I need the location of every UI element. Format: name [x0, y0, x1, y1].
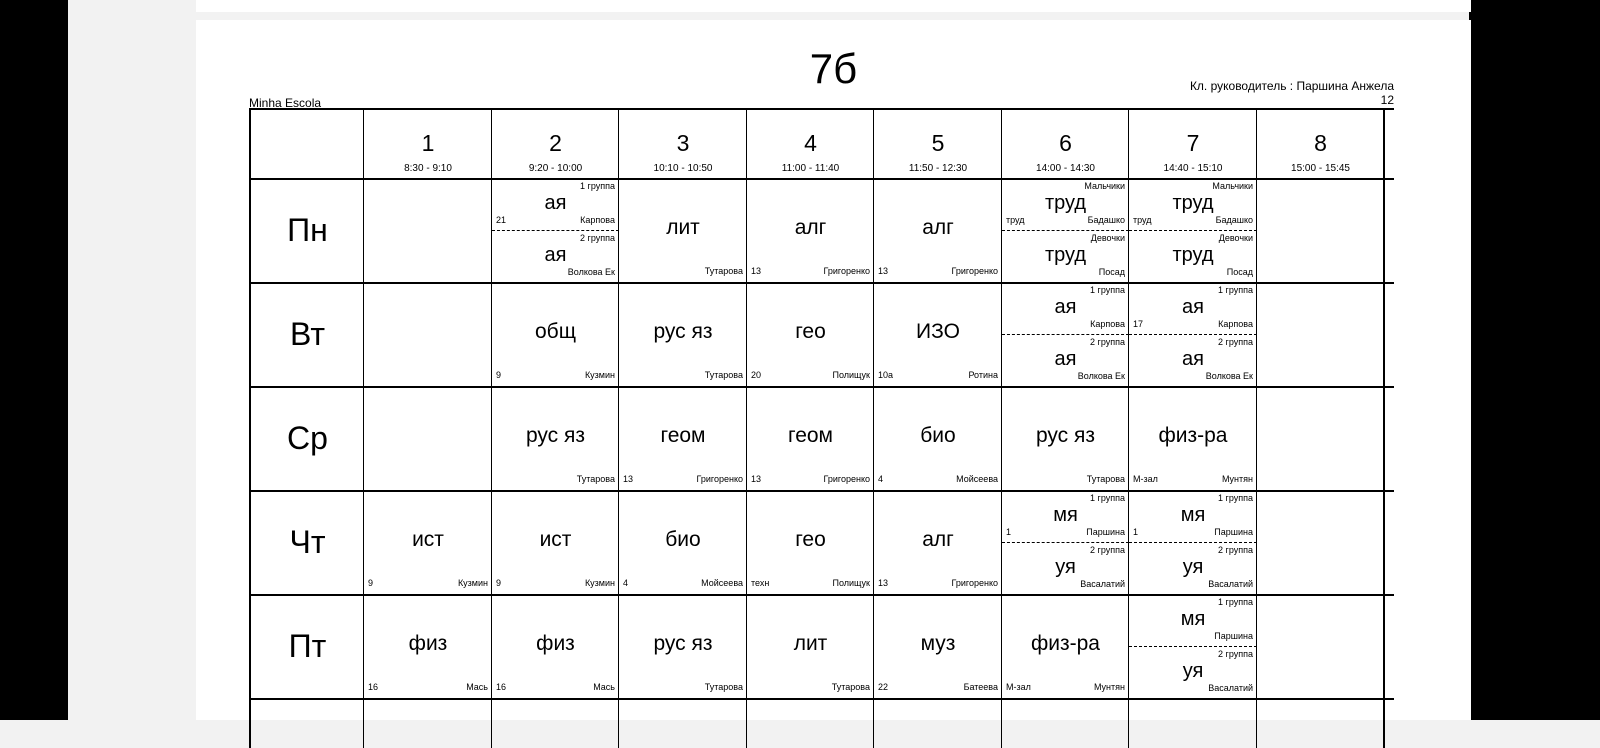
teacher-name: Тутарова	[831, 682, 870, 692]
teacher-name: Мунтян	[1221, 474, 1253, 484]
subject-name: ая	[1054, 348, 1077, 370]
period-number: 4	[804, 130, 817, 156]
teacher-name: Тутарова	[1086, 474, 1125, 484]
subject-name: геом	[788, 424, 833, 447]
teacher-name: Волкова Ек	[567, 267, 615, 277]
right-black-bar	[1469, 0, 1600, 720]
lesson-cell	[1129, 595, 1257, 699]
room-number: 1	[1133, 527, 1139, 537]
room-number: 9	[496, 370, 502, 380]
group-label: 2 группа	[1218, 337, 1253, 347]
teacher-name: Тутарова	[704, 682, 743, 692]
subject-name: био	[665, 528, 701, 551]
room-number: труд	[1006, 215, 1025, 225]
group-label: 1 группа	[1218, 493, 1253, 503]
room-number: 13	[751, 266, 762, 276]
room-number: 22	[878, 682, 889, 692]
group-label: 2 группа	[580, 233, 615, 243]
period-time: 14:00 - 14:30	[1036, 163, 1095, 174]
subject-name: рус яз	[653, 320, 713, 343]
teacher-name: Карпова	[1090, 319, 1125, 329]
lesson-cell	[874, 283, 1002, 387]
teacher-name: Кузмин	[457, 578, 488, 588]
subject-name: физ-ра	[1158, 424, 1228, 447]
period-number: 1	[421, 130, 435, 156]
subject-name: ая	[1054, 296, 1077, 318]
previous-page-edge	[196, 0, 1471, 12]
lesson-cell	[1129, 387, 1257, 491]
day-label: Пт	[288, 628, 327, 664]
class-title: 7б	[809, 45, 858, 92]
teacher-name: Григоренко	[951, 266, 998, 276]
teacher-name: Мась	[466, 682, 488, 692]
period-number: 7	[1186, 130, 1200, 156]
teacher-name: Мась	[593, 682, 615, 692]
group-label: Мальчики	[1212, 181, 1253, 191]
subject-name: уя	[1182, 556, 1204, 578]
lesson-cell	[619, 387, 747, 491]
subject-name: алг	[922, 528, 954, 551]
subject-name: лит	[666, 216, 700, 239]
teacher-name: Паршина	[1086, 527, 1125, 537]
lesson-cell	[364, 595, 492, 699]
group-label: 2 группа	[1090, 545, 1125, 555]
group-label: Девочки	[1090, 233, 1125, 243]
lesson-cell	[492, 595, 619, 699]
teacher-name: Васалатий	[1208, 579, 1253, 589]
period-number: 3	[676, 130, 690, 156]
teacher-name: Кузмин	[584, 578, 615, 588]
room-number: 9	[496, 578, 502, 588]
subject-name: био	[920, 424, 956, 447]
teacher-name: Тутарова	[704, 266, 743, 276]
lesson-cell	[747, 595, 874, 699]
teacher-name: Волкова Ек	[1205, 371, 1253, 381]
subject-name: геом	[660, 424, 706, 447]
group-label: 1 группа	[1090, 285, 1125, 295]
lesson-cell	[1129, 491, 1257, 595]
subject-name: ая	[1182, 348, 1204, 370]
lesson-cell	[874, 387, 1002, 491]
period-time: 14:40 - 15:10	[1163, 163, 1223, 174]
teacher-name: Григоренко	[696, 474, 743, 484]
room-number: 16	[368, 682, 379, 692]
lesson-cell	[1002, 283, 1129, 387]
room-number: М-зал	[1006, 682, 1031, 692]
room-number: 1	[1006, 527, 1012, 537]
lesson-cell	[364, 491, 492, 595]
group-label: 2 группа	[1090, 337, 1125, 347]
subject-name: уя	[1055, 556, 1076, 578]
subject-name: труд	[1044, 244, 1087, 266]
subject-name: рус яз	[1035, 424, 1096, 447]
room-number: 16	[496, 682, 507, 692]
lesson-cell	[619, 491, 747, 595]
lesson-cell	[492, 283, 619, 387]
teacher-name: Мойсеева	[956, 474, 998, 484]
school-name: Minha Escola	[249, 96, 322, 110]
timetable-page	[196, 20, 1471, 720]
period-time: 11:50 - 12:30	[908, 163, 968, 174]
room-number: 4	[878, 474, 884, 484]
lesson-cell	[874, 491, 1002, 595]
left-black-bar	[0, 0, 68, 720]
room-number: 17	[1133, 319, 1144, 329]
period-time: 10:10 - 10:50	[653, 163, 713, 174]
teacher-name: Григоренко	[823, 474, 870, 484]
group-divider	[1002, 542, 1129, 543]
lesson-cell	[619, 595, 747, 699]
group-label: Девочки	[1218, 233, 1253, 243]
period-number: 5	[931, 130, 945, 156]
group-label: 1 группа	[1218, 597, 1253, 607]
period-time: 11:00 - 11:40	[781, 163, 840, 174]
subject-name: лит	[793, 632, 828, 655]
column-divider	[1383, 110, 1385, 748]
subject-name: мя	[1180, 608, 1206, 630]
teacher-name: Васалатий	[1208, 683, 1253, 693]
group-label: 1 группа	[580, 181, 615, 191]
day-label: Ср	[287, 420, 328, 456]
subject-name: труд	[1044, 192, 1087, 214]
lesson-cell	[619, 179, 747, 283]
group-divider	[1002, 230, 1129, 231]
subject-name: рус яз	[653, 632, 713, 655]
teacher-name: Кузмин	[584, 370, 615, 380]
teacher-name: Паршина	[1214, 527, 1253, 537]
lesson-cell	[874, 595, 1002, 699]
teacher-name: Карпова	[580, 215, 615, 225]
lesson-cell	[1002, 387, 1129, 491]
subject-name: ая	[544, 192, 567, 214]
class-teacher-room: 12	[1380, 93, 1394, 107]
room-number: М-зал	[1133, 474, 1158, 484]
group-label: 1 группа	[1090, 493, 1125, 503]
day-label: Вт	[290, 316, 325, 352]
lesson-cell	[1002, 179, 1129, 283]
teacher-name: Батеева	[963, 682, 998, 692]
teacher-name: Волкова Ек	[1077, 371, 1125, 381]
teacher-name: Тутарова	[576, 474, 615, 484]
period-number: 6	[1059, 130, 1072, 156]
group-divider	[492, 230, 619, 231]
teacher-name: Карпова	[1218, 319, 1253, 329]
lesson-cell	[747, 491, 874, 595]
subject-name: ая	[1182, 296, 1204, 318]
lesson-cell	[1129, 283, 1257, 387]
teacher-name: Григоренко	[951, 578, 998, 588]
class-teacher-info	[1190, 79, 1394, 107]
subject-name: труд	[1172, 192, 1214, 214]
group-label: 2 группа	[1218, 545, 1253, 555]
lesson-cell	[1129, 179, 1257, 283]
group-label: 2 группа	[1218, 649, 1253, 659]
group-divider	[1129, 334, 1257, 335]
period-time: 9:20 - 10:00	[528, 163, 583, 174]
teacher-name: Паршина	[1214, 631, 1253, 641]
subject-name: ист	[412, 528, 444, 551]
lesson-cell	[747, 387, 874, 491]
room-number: 13	[751, 474, 762, 484]
subject-name: труд	[1172, 244, 1214, 266]
room-number: 13	[623, 474, 634, 484]
teacher-name: Бадашко	[1215, 215, 1253, 225]
subject-name: гео	[795, 320, 826, 343]
teacher-name: Васалатий	[1080, 579, 1125, 589]
teacher-name: Полищук	[832, 370, 870, 380]
lesson-cell	[492, 179, 619, 283]
subject-name: гео	[795, 528, 826, 551]
subject-name: мя	[1053, 504, 1078, 526]
room-number: 13	[878, 578, 889, 588]
subject-name: ИЗО	[916, 320, 960, 343]
subject-name: алг	[922, 216, 954, 239]
subject-name: общ	[535, 320, 576, 343]
room-number: 20	[751, 370, 762, 380]
subject-name: физ-ра	[1031, 632, 1100, 655]
subject-name: алг	[794, 216, 827, 239]
lesson-cell	[747, 179, 874, 283]
period-time: 15:00 - 15:45	[1291, 163, 1350, 174]
subject-name: ая	[544, 244, 567, 266]
subject-name: рус яз	[525, 424, 586, 447]
subject-name: муз	[920, 632, 956, 655]
room-number: 4	[623, 578, 629, 588]
teacher-name: Ротина	[968, 370, 998, 380]
teacher-name: Бадашко	[1087, 215, 1125, 225]
room-number: техн	[751, 578, 770, 588]
room-number: 13	[878, 266, 889, 276]
group-divider	[1129, 646, 1257, 647]
subject-name: физ	[408, 632, 448, 655]
teacher-name: Посад	[1098, 267, 1125, 277]
period-number: 2	[549, 130, 562, 156]
lesson-cell	[492, 387, 619, 491]
group-label: Мальчики	[1084, 181, 1125, 191]
lesson-cell	[1002, 595, 1129, 699]
teacher-name: Мойсеева	[701, 578, 743, 588]
lesson-cell	[1002, 491, 1129, 595]
teacher-name: Мунтян	[1093, 682, 1125, 692]
group-divider	[1129, 542, 1257, 543]
period-number: 8	[1314, 130, 1327, 156]
day-label: Пн	[287, 212, 328, 248]
room-number: 9	[368, 578, 374, 588]
lesson-cell	[619, 283, 747, 387]
room-number: 21	[496, 215, 507, 225]
room-number: труд	[1133, 215, 1152, 225]
group-label: 1 группа	[1218, 285, 1253, 295]
lesson-cell	[492, 491, 619, 595]
timetable-grid	[249, 108, 1394, 748]
subject-name: физ	[536, 632, 575, 655]
teacher-name: Тутарова	[704, 370, 743, 380]
lesson-cell	[747, 283, 874, 387]
group-divider	[1129, 230, 1257, 231]
day-label: Чт	[289, 524, 326, 560]
room-number: 10а	[878, 370, 894, 380]
subject-name: мя	[1180, 504, 1206, 526]
teacher-name: Полищук	[832, 578, 870, 588]
group-divider	[1002, 334, 1129, 335]
class-teacher-name: Кл. руководитель : Паршина Анжела	[1189, 79, 1394, 93]
subject-name: уя	[1182, 660, 1204, 682]
teacher-name: Григоренко	[823, 266, 870, 276]
subject-name: ист	[539, 528, 572, 551]
lesson-cell	[874, 179, 1002, 283]
teacher-name: Посад	[1226, 267, 1253, 277]
period-time: 8:30 - 9:10	[404, 163, 452, 174]
